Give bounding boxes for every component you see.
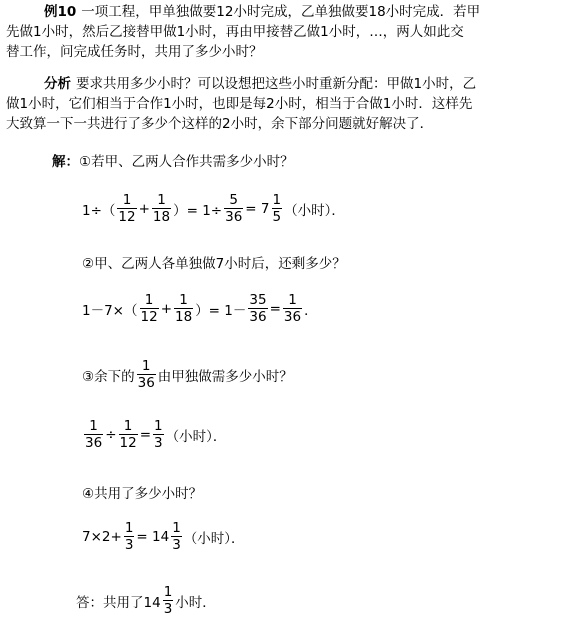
eq4-part-a: 7×2+ (82, 528, 122, 545)
eq2-frac-1: $\frac{1}{12}$ (140, 292, 158, 325)
analysis-section (6, 74, 572, 134)
eq3-frac-1: $\frac{1}{36}$ (85, 418, 103, 451)
eq2-plus: + (160, 300, 172, 317)
eq4-frac-1: $\frac{1}{3}$ (124, 520, 134, 553)
eq1-result: = 7 (245, 200, 270, 217)
eq1-frac-2: $\frac{1}{18}$ (152, 192, 171, 225)
analysis-label: 分析 (44, 76, 71, 92)
step-1-question (52, 150, 294, 170)
eq2-part-a: 1－7×（ (82, 302, 138, 319)
equation-4 (82, 520, 245, 553)
example-line-3: 替工作，问完成任务时，共用了多少小时？ (6, 44, 263, 60)
answer-post: 小时． (175, 594, 216, 611)
eq2-frac-4: $\frac{1}{36}$ (283, 292, 302, 325)
step-3-frac: $\frac{1}{36}$ (137, 358, 155, 391)
eq1-plus: + (138, 200, 150, 217)
eq4-frac-2: $\frac{1}{3}$ (172, 520, 181, 553)
analysis-line-2: 做1小时，它们相当于合作1小时，也即是每2小时，相当于合做1小时．这样先 (6, 96, 473, 112)
step-2-text: ②甲、乙两人各单独做7小时后，还剩多少？ (82, 256, 346, 272)
eq4-unit: （小时）． (183, 530, 245, 547)
analysis-line-1: 要求共用多少小时？可以设想把这些小时重新分配：甲做1小时，乙 (76, 76, 477, 92)
step-2-question (82, 252, 346, 272)
eq1-part-b: ）= 1÷ (173, 202, 223, 219)
eq1-part-a: 1÷（ (82, 202, 116, 219)
example-line-2: 先做1小时，然后乙接替甲做1小时，再由甲接替乙做1小时，…，两人如此交 (6, 24, 464, 40)
solution-label: 解： (52, 154, 79, 170)
eq2-part-b: ）= 1－ (195, 302, 247, 319)
step-3-pre: ③余下的 (82, 368, 135, 385)
eq1-frac-3: $\frac{5}{36}$ (225, 192, 243, 225)
equation-3 (82, 418, 226, 451)
eq3-div: ÷ (105, 426, 117, 443)
analysis-line-3: 大致算一下一共进行了多少个这样的2小时，余下部分问题就好解决了． (6, 116, 434, 132)
final-answer (76, 584, 216, 617)
eq3-frac-3: $\frac{1}{3}$ (154, 418, 163, 451)
eq2-end: ． (304, 302, 318, 319)
eq4-result: = 14 (136, 528, 170, 545)
example-problem (6, 2, 572, 62)
equation-1 (82, 192, 345, 225)
eq1-frac-4: $\frac{1}{5}$ (272, 192, 282, 225)
step-4-text: ④共用了多少小时？ (82, 486, 203, 502)
eq3-equals: = (139, 426, 151, 443)
answer-pre: 答：共用了14 (76, 594, 161, 611)
eq2-frac-2: $\frac{1}{18}$ (175, 292, 193, 325)
example-label: 例10 (44, 4, 77, 20)
equation-2 (82, 292, 318, 325)
eq3-frac-2: $\frac{1}{12}$ (119, 418, 137, 451)
example-line-1: 一项工程，甲单独做要12小时完成，乙单独做要18小时完成．若甲 (81, 4, 481, 20)
eq3-unit: （小时）． (165, 428, 227, 445)
eq2-frac-3: $\frac{35}{36}$ (249, 292, 267, 325)
step-4-question (82, 482, 202, 502)
answer-frac: $\frac{1}{3}$ (163, 584, 173, 617)
step-3-question (82, 358, 293, 391)
eq1-frac-1: $\frac{1}{12}$ (118, 192, 136, 225)
step-3-post: 由甲独做需多少小时？ (157, 368, 293, 385)
eq2-equals: = (269, 300, 281, 317)
step-1-text: ①若甲、乙两人合作共需多少小时？ (79, 154, 294, 170)
eq1-unit: （小时）． (284, 202, 345, 219)
